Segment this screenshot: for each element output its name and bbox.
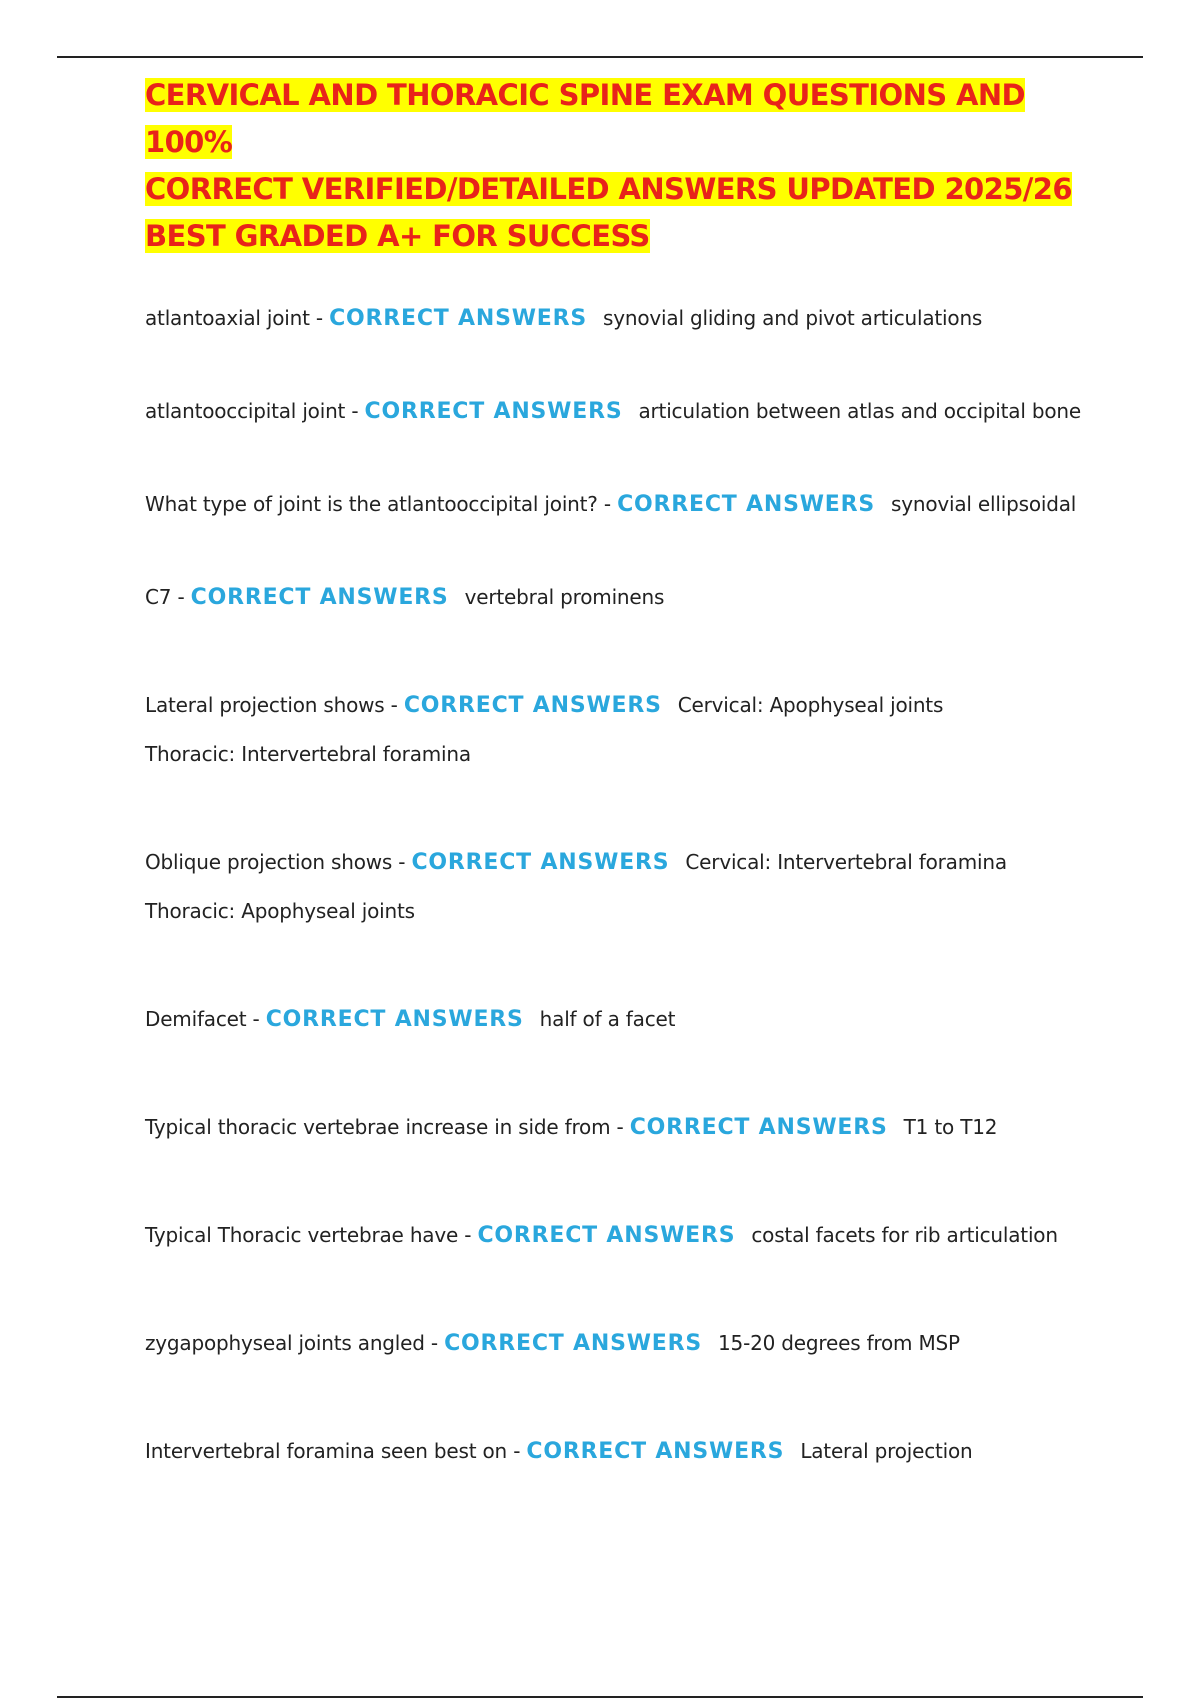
- separator: -: [345, 399, 365, 423]
- answer-text: Cervical: Intervertebral foramina: [685, 850, 1007, 874]
- qa-item: [145, 689, 1085, 771]
- separator: -: [424, 1331, 445, 1355]
- answer-text: synovial ellipsoidal: [891, 492, 1077, 516]
- question-text: atlantooccipital joint: [145, 399, 346, 423]
- correct-answers-marker: CORRECT ANSWERS: [444, 1331, 703, 1356]
- qa-item: [145, 1111, 1085, 1144]
- separator: -: [171, 585, 191, 609]
- correct-answers-marker: CORRECT ANSWERS: [364, 399, 623, 424]
- correct-answers-marker: CORRECT ANSWERS: [190, 585, 449, 610]
- separator: -: [458, 1223, 478, 1247]
- bottom-rule: [57, 1696, 1143, 1698]
- answer-text-line-2: Thoracic: Intervertebral foramina: [145, 742, 471, 766]
- correct-answers-marker: CORRECT ANSWERS: [265, 1007, 524, 1032]
- qa-item: [145, 1435, 1085, 1468]
- qa-item: [145, 846, 1085, 928]
- top-rule: [57, 56, 1143, 58]
- answer-text: costal facets for rib articulation: [751, 1223, 1058, 1247]
- qa-item: [145, 1003, 1085, 1036]
- separator: -: [507, 1439, 527, 1463]
- answer-text: vertebral prominens: [464, 585, 665, 609]
- question-text: Demifacet: [145, 1007, 247, 1031]
- qa-item: [145, 302, 1085, 335]
- document-body: [145, 72, 1085, 1468]
- qa-item: [145, 488, 1085, 521]
- answer-text: articulation between atlas and occipital bone: [638, 399, 1081, 423]
- answer-text: 15-20 degrees from MSP: [718, 1331, 960, 1355]
- separator: -: [597, 492, 618, 516]
- separator: -: [392, 850, 412, 874]
- question-text: C7: [145, 585, 172, 609]
- answer-text: T1 to T12: [903, 1115, 998, 1139]
- question-text: Oblique projection shows: [145, 850, 393, 874]
- question-text: What type of joint is the atlantooccipital joint?: [145, 492, 598, 516]
- qa-item: [145, 581, 1085, 614]
- correct-answers-marker: CORRECT ANSWERS: [526, 1439, 785, 1464]
- separator: -: [246, 1007, 266, 1031]
- question-text: Lateral projection shows: [145, 693, 385, 717]
- correct-answers-marker: CORRECT ANSWERS: [629, 1115, 888, 1140]
- answer-text: Cervical: Apophyseal joints: [677, 693, 944, 717]
- question-text: zygapophyseal joints angled: [145, 1331, 425, 1355]
- answer-text-line-2: Thoracic: Apophyseal joints: [145, 899, 415, 923]
- separator: -: [384, 693, 404, 717]
- separator: -: [610, 1115, 630, 1139]
- title-line-2: CORRECT VERIFIED/DETAILED ANSWERS UPDATED 2025/26: [145, 172, 1072, 206]
- document-title: [145, 72, 1085, 260]
- answer-text: synovial gliding and pivot articulations: [603, 306, 983, 330]
- qa-list: [145, 302, 1085, 1468]
- title-line-1: CERVICAL AND THORACIC SPINE EXAM QUESTIONS AND 100%: [145, 78, 1026, 159]
- question-text: atlantoaxial joint: [145, 306, 310, 330]
- qa-item: [145, 1327, 1085, 1360]
- correct-answers-marker: CORRECT ANSWERS: [403, 693, 662, 718]
- answer-text: half of a facet: [539, 1007, 676, 1031]
- correct-answers-marker: CORRECT ANSWERS: [329, 306, 588, 331]
- qa-item: [145, 395, 1085, 428]
- title-line-3: BEST GRADED A+ FOR SUCCESS: [145, 219, 650, 253]
- correct-answers-marker: CORRECT ANSWERS: [617, 492, 875, 517]
- qa-item: [145, 1219, 1085, 1252]
- question-text: Intervertebral foramina seen best on: [145, 1439, 508, 1463]
- question-text: Typical thoracic vertebrae increase in side from: [145, 1115, 611, 1139]
- correct-answers-marker: CORRECT ANSWERS: [411, 850, 670, 875]
- question-text: Typical Thoracic vertebrae have: [145, 1223, 459, 1247]
- answer-text: Lateral projection: [800, 1439, 973, 1463]
- correct-answers-marker: CORRECT ANSWERS: [477, 1223, 736, 1248]
- separator: -: [309, 306, 330, 330]
